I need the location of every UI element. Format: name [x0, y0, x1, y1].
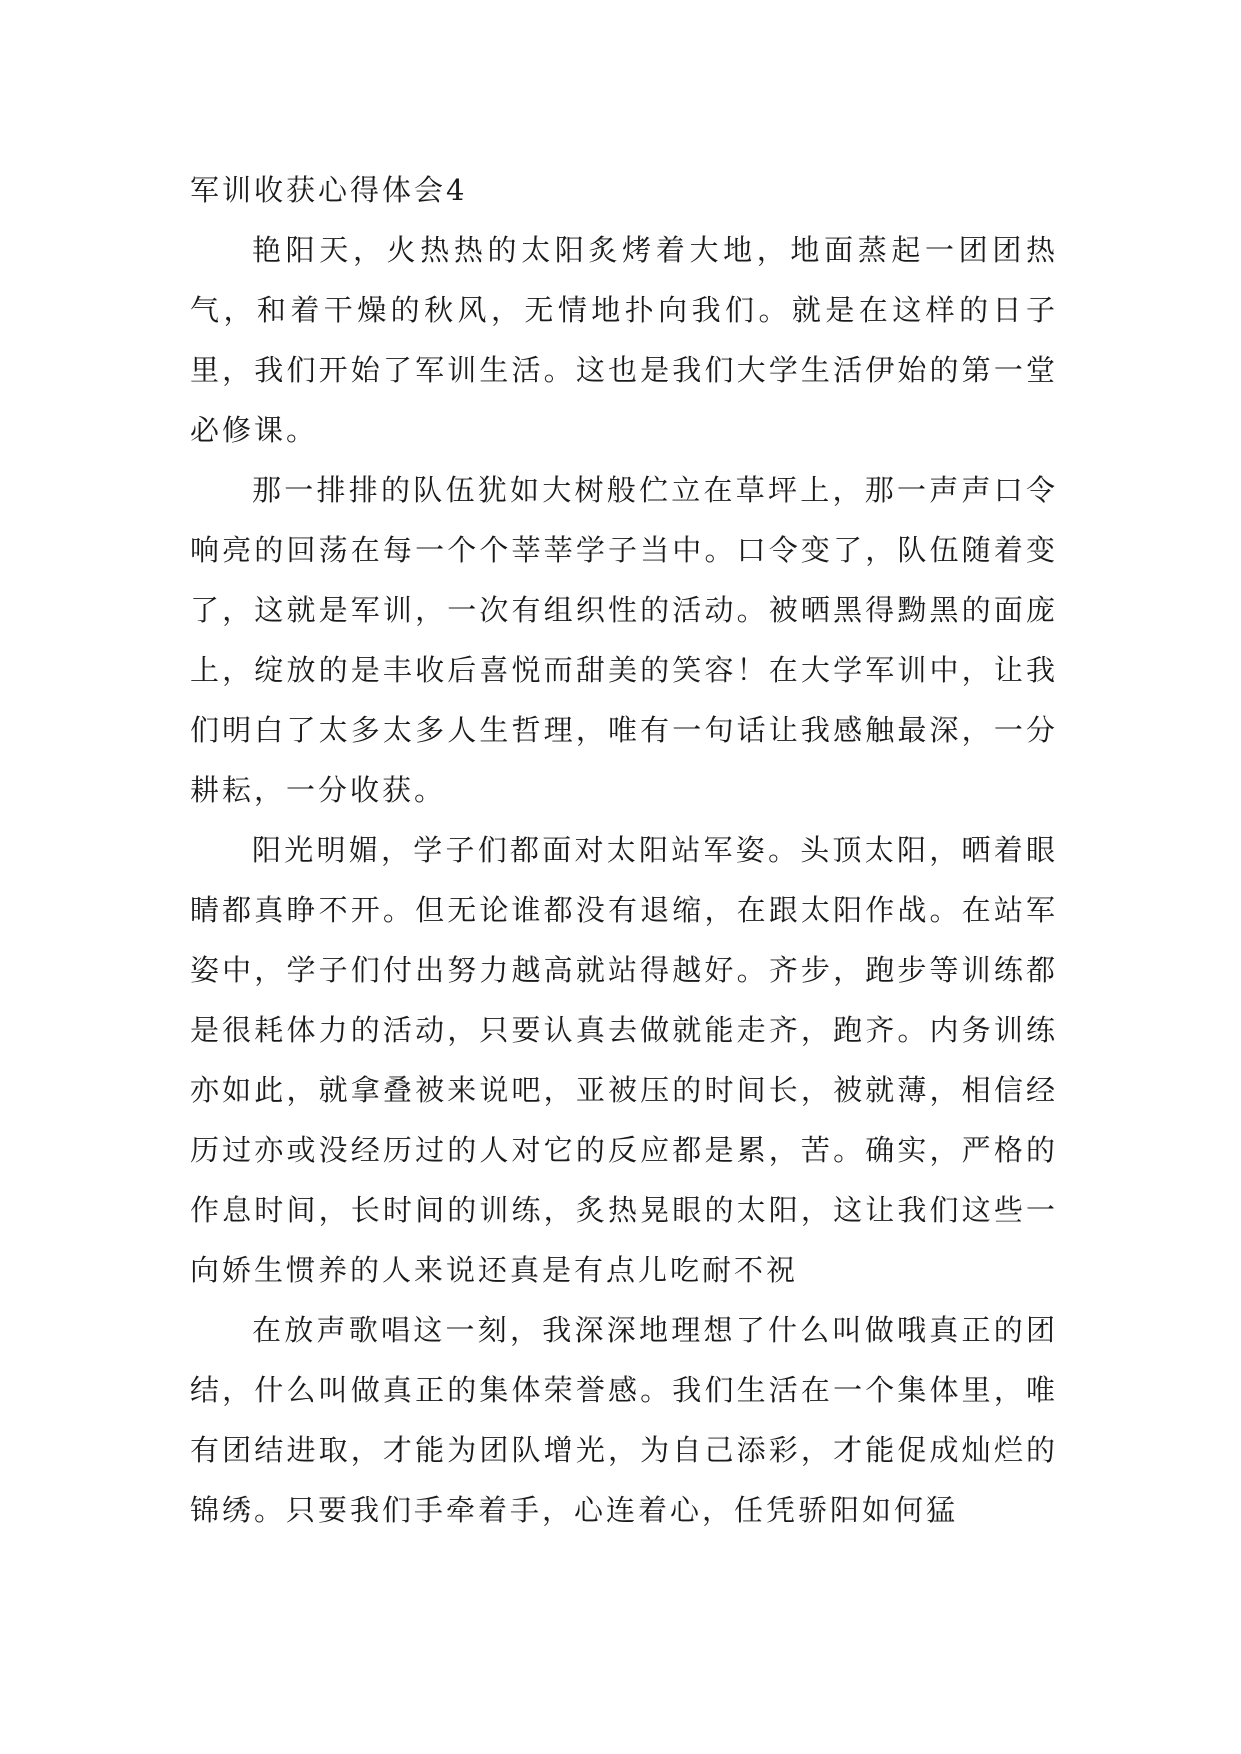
- document-body: [190, 160, 1058, 1540]
- paragraph-1: 艳阳天，火热热的太阳炙烤着大地，地面蒸起一团团热气，和着干燥的秋风，无情地扑向我们。就是在这样的日子里，我们开始了军训生活。这也是我们大学生活伊始的第一堂必修课。: [190, 233, 1058, 447]
- paragraph-4: 在放声歌唱这一刻，我深深地理想了什么叫做哦真正的团结，什么叫做真正的集体荣誉感。我们生活在一个集体里，唯有团结进取，才能为团队增光，为自己添彩，才能促成灿烂的锦绣。只要我们手牵着手，心连着心，任凭骄阳如何猛: [190, 1313, 1058, 1527]
- paragraph-2: 那一排排的队伍犹如大树般伫立在草坪上，那一声声口令响亮的回荡在每一个个莘莘学子当中。口令变了，队伍随着变了，这就是军训，一次有组织性的活动。被晒黑得黝黑的面庞上，绽放的是丰收后喜悦而甜美的笑容！在大学军训中，让我们明白了太多太多人生哲理，唯有一句话让我感触最深，一分耕耘，一分收获。: [190, 473, 1058, 807]
- document-title: 军训收获心得体会4: [190, 173, 468, 207]
- paragraph-3: 阳光明媚，学子们都面对太阳站军姿。头顶太阳，晒着眼睛都真睁不开。但无论谁都没有退缩，在跟太阳作战。在站军姿中，学子们付出努力越高就站得越好。齐步，跑步等训练都是很耗体力的活动，只要认真去做就能走齐，跑齐。内务训练亦如此，就拿叠被来说吧，亚被压的时间长，被就薄，相信经历过亦或没经历过的人对它的反应都是累，苦。确实，严格的作息时间，长时间的训练，炙热晃眼的太阳，这让我们这些一向娇生惯养的人来说还真是有点儿吃耐不祝: [190, 833, 1058, 1287]
